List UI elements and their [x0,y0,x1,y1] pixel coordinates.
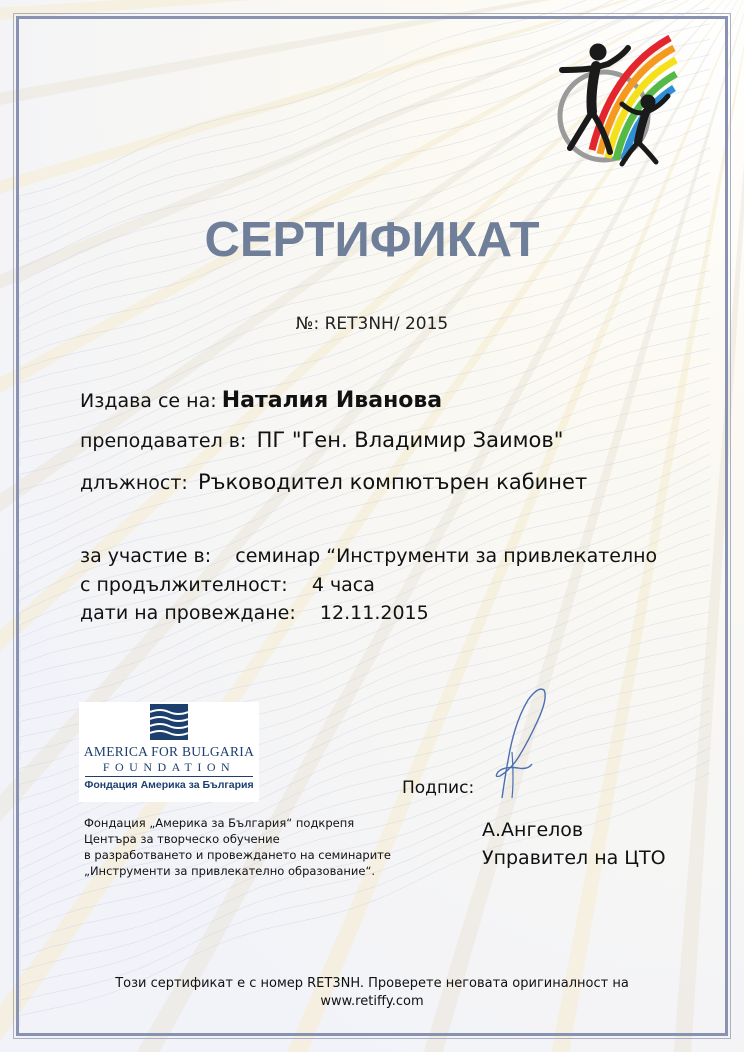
handwritten-signature [488,680,558,800]
afb-logo-line3: Фондация Америка за България [84,779,254,791]
certificate-title: СЕРТИФИКАТ [204,213,540,267]
participation-row [80,545,657,567]
issued-to-row [80,388,442,413]
verification-footer [60,975,684,1011]
footer-link[interactable]: www.retiffy.com [320,994,424,1009]
signer-block [482,816,666,872]
duration-label: с продължителност: [80,574,288,596]
teacher-at-label: преподавател в: [80,430,247,452]
certificate-number: №: RET3NH/ 2015 [295,314,449,334]
signer-name: А.Ангелов [482,819,584,841]
dates-row [80,602,429,624]
dates-value: 12.11.2015 [319,602,429,624]
sponsor-text-line: „Инструменти за привлекателно образование“. [84,864,376,878]
afb-logo-line2: FOUNDATION [102,760,236,774]
america-for-bulgaria-foundation-logo [79,702,259,802]
footer-line1: Този сертификат е с номер RET3NH. Проверете неговата оригиналност на [115,976,629,991]
duration-row [80,574,375,596]
signature-label: Подпис: [402,778,475,798]
duration-value: 4 часа [311,574,375,596]
position-label: длъжност: [80,472,188,494]
issued-to-label: Издава се на: [80,390,217,412]
dates-label: дати на провеждане: [80,602,296,624]
sponsor-statement [84,815,391,879]
sponsor-text-line: в разработването и провеждането на семинарите [84,848,391,862]
position-row [80,470,587,494]
participation-value: семинар “Инструменти за привлекателно [235,545,658,567]
afb-emblem-icon [150,704,188,740]
afb-logo-rule [85,776,253,777]
position-value: Ръководител компютърен кабинет [197,470,588,494]
sponsor-text-line: Центъра за творческо обучение [84,832,280,846]
sponsor-text-line: Фондация „Америка за България“ подкрепя [84,816,355,830]
center-for-creative-learning-logo [552,30,682,170]
participation-label: за участие в: [80,545,212,567]
afb-logo-line1: AMERICA FOR BULGARIA [83,744,255,759]
recipient-name: Наталия Иванова [221,388,443,413]
school-name: ПГ "Ген. Владимир Заимов" [256,428,564,452]
signer-title: Управител на ЦТО [482,847,666,869]
school-row [80,428,563,452]
